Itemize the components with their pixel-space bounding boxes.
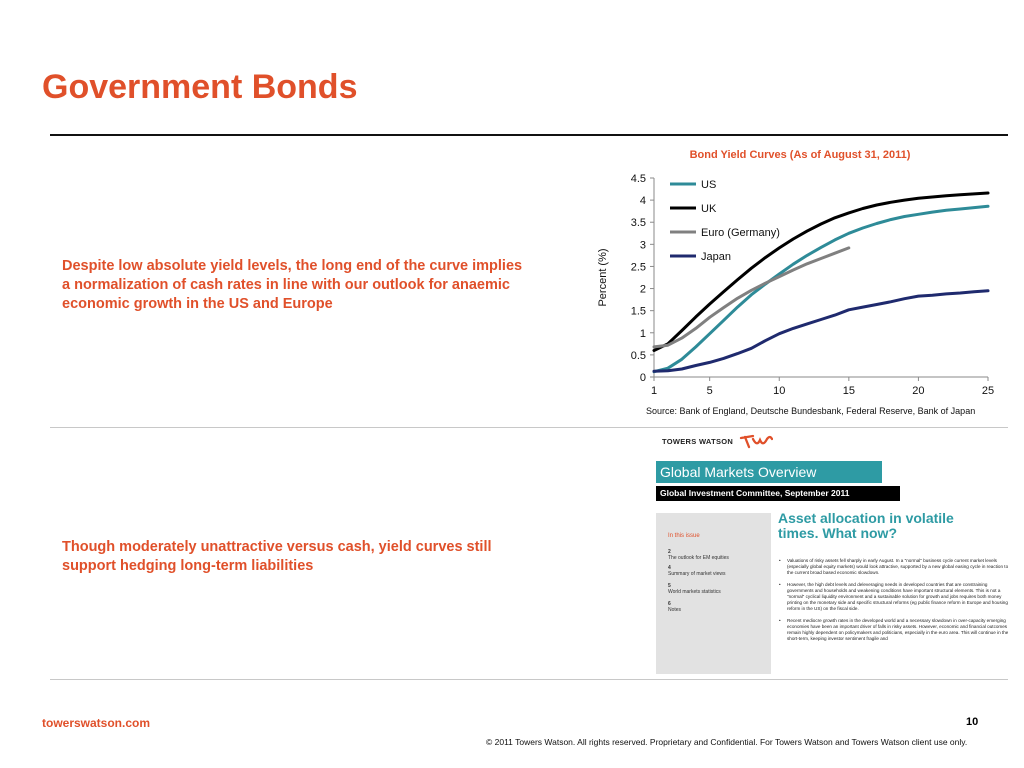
page-number: 10	[966, 716, 979, 728]
sidebar-item-text: Notes	[668, 607, 682, 613]
y-tick-label: 1.5	[630, 305, 646, 318]
legend-label: US	[701, 179, 717, 191]
newsletter-title: Global Markets Overview	[656, 461, 882, 483]
series-line-japan	[654, 291, 988, 372]
section-divider-2	[50, 679, 1008, 680]
newsletter-page	[656, 502, 1008, 674]
bond-yield-chart	[590, 165, 1000, 401]
footer-url[interactable]: towerswatson.com	[42, 716, 151, 730]
key-message-2: Though moderately unattractive versus cash, yield curves still support hedging long-term liabilities	[62, 539, 492, 574]
x-tick-label: 25	[981, 385, 995, 397]
sidebar-item-text: The outlook for EM equities	[668, 555, 729, 561]
bullet-item: • However, the high debt levels and deleveraging needs in developed countries that are constraining governments and households and weakening conditions have important structural elements. This is not a "normal" cyclical liquidity environment and a sustainable solution for growth and jobs requires both money printing on the monetary side and specific structural reforms (eg public finance reform in Europe and housing reform in the US) on the fiscal side.	[779, 582, 1008, 613]
logo-wordmark: TOWERS WATSON	[662, 436, 734, 446]
y-tick-label: 1	[639, 327, 646, 340]
y-tick-label: 3	[639, 239, 646, 252]
section-divider-1	[50, 427, 1008, 428]
y-tick-label: 3.5	[630, 217, 646, 230]
series-line-euro-germany	[654, 248, 849, 347]
x-tick-label: 1	[650, 385, 658, 397]
y-tick-label: 2	[639, 283, 646, 296]
x-tick-label: 5	[706, 385, 713, 397]
sidebar-item-text: World markets statistics	[668, 589, 721, 595]
sidebar-item	[668, 549, 768, 561]
legend-label: Japan	[701, 251, 731, 263]
bullet-item: • Valuations of risky assets fell sharply in early August. In a "normal" business cycle current market levels (especially global equity markets) would look attractive, supported by a new global easing cycle in reaction to the current broad based economic slowdown.	[779, 558, 1008, 577]
chart-source: Source: Bank of England, Deutsche Bundesbank, Federal Reserve, Bank of Japan	[646, 406, 976, 416]
series-line-uk	[654, 193, 988, 351]
chart-title: Bond Yield Curves (As of August 31, 2011)	[689, 149, 911, 161]
newsletter-bullets	[779, 558, 1008, 647]
key-message-1: Despite low absolute yield levels, the long end of the curve implies a normalization of cash rates in line with our outlook for anaemic economic growth in the US and Europe	[62, 258, 523, 312]
y-tick-label: 4.5	[630, 173, 646, 185]
sidebar-item-text: Summary of market views	[668, 571, 726, 577]
newsletter-subtitle: Global Investment Committee, September 2011	[656, 486, 900, 501]
sidebar-item-number: 4	[668, 565, 671, 571]
y-tick-label: 0.5	[630, 349, 646, 362]
y-tick-label: 0	[639, 372, 646, 384]
x-tick-label: 10	[773, 385, 786, 397]
legend-label: UK	[701, 203, 717, 215]
newsletter-sidebar	[656, 513, 771, 674]
x-tick-label: 15	[842, 385, 855, 397]
newsletter-headline: Asset allocation in volatile times. What now?	[778, 510, 954, 541]
sidebar-item-number: 2	[668, 549, 671, 555]
sidebar-item-number: 6	[668, 601, 671, 607]
y-tick-label: 2.5	[630, 261, 646, 274]
copyright-notice: © 2011 Towers Watson. All rights reserved. Proprietary and Confidential. For Towers Watson and Towers Watson client use only.	[486, 737, 968, 747]
sidebar-item-number: 5	[668, 583, 671, 589]
bullet-item: • Recent mediocre growth rates in the developed world and a necessary slowdown in over-capacity emerging economies have been an important driver of falls in risky assets. However, economic and financial outcomes remain highly dependent on policymakers and politicians, especially in the euro area. This will continue in the short-term, keeping investor sentiment fragile and	[779, 618, 1008, 643]
legend-label: Euro (Germany)	[701, 227, 780, 239]
sidebar-item	[668, 565, 768, 577]
y-axis-label: Percent (%)	[597, 248, 609, 307]
title-divider	[50, 134, 1008, 136]
logo-mark-icon	[739, 433, 773, 449]
sidebar-heading: In this issue	[668, 533, 700, 539]
sidebar-item	[668, 601, 768, 613]
sidebar-item	[668, 583, 768, 595]
y-tick-label: 4	[639, 195, 646, 208]
x-tick-label: 20	[912, 385, 925, 397]
towers-watson-logo	[662, 431, 773, 451]
slide-title: Government Bonds	[42, 68, 358, 106]
